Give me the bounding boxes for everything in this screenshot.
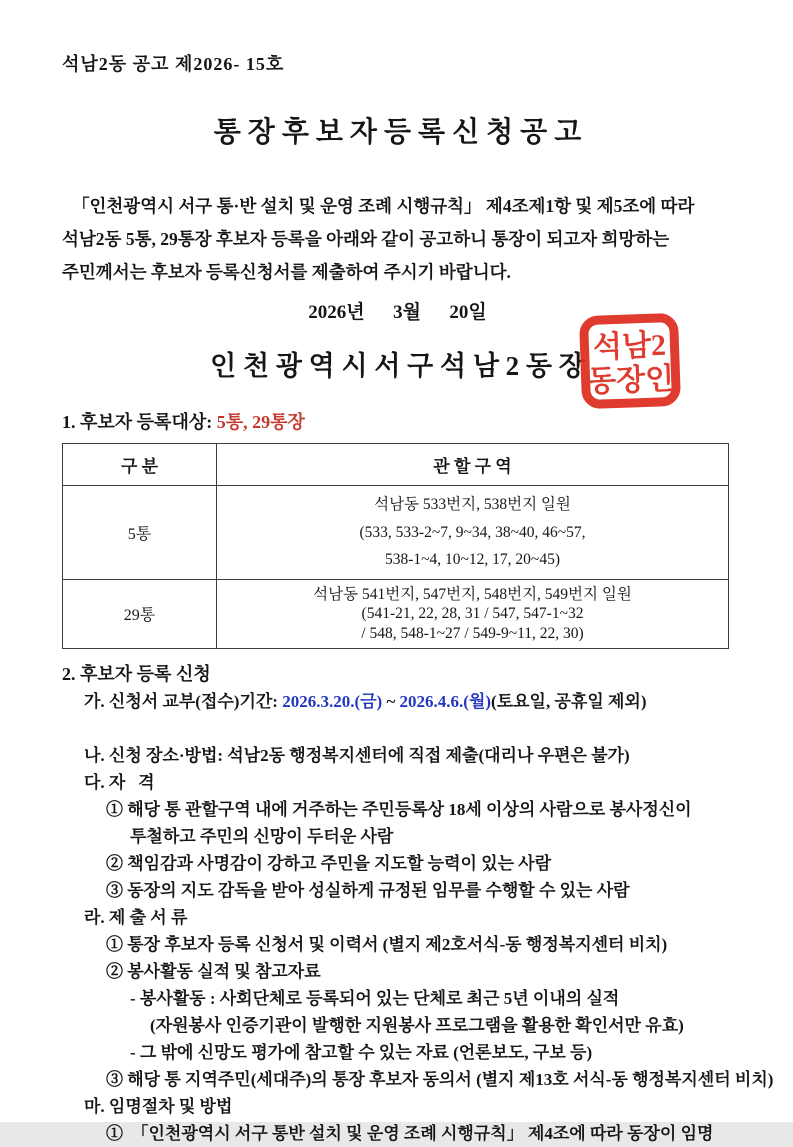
documents-item-3: ③ 해당 통 지역주민(세대주)의 통장 후보자 동의서 (별지 제13호 서식-동 행정복지센터 비치) xyxy=(106,1070,774,1089)
section2 xyxy=(62,661,774,1147)
jurisdiction-cell xyxy=(217,579,729,649)
column-header-category: 구 분 xyxy=(63,444,217,486)
section2-heading: 2. 후보자 등록 신청 xyxy=(62,664,211,684)
table-row xyxy=(63,579,729,649)
documents-item-2: ② 봉사활동 실적 및 참고자료 xyxy=(106,962,321,981)
period-end-highlight: 2026.4.6.(월) xyxy=(399,692,492,711)
documents-item-2-dash-2: - 그 밖에 신망도 평가에 참고할 수 있는 자료 (언론보도, 구보 등) xyxy=(130,1043,593,1062)
jurisdiction-line: (533, 533-2~7, 9~34, 38~40, 46~57, xyxy=(359,523,586,541)
category-cell: 5통 xyxy=(63,486,217,580)
jurisdiction-line: 석남동 541번지, 547번지, 548번지, 549번지 일원 xyxy=(313,585,632,603)
qualification-item-1-line1: ① 해당 통 관할구역 내에 거주하는 주민등록상 18세 이상의 사람으로 봉사정신이 xyxy=(106,800,692,819)
qualification-item-3: ③ 동장의 지도 감독을 받아 성실하게 규정된 임무를 수행할 수 있는 사람 xyxy=(106,881,630,900)
item-ma-procedure-label: 마. 임명절차 및 방법 xyxy=(84,1097,233,1116)
intro-line: 「인천광역시 서구 통·반 설치 및 운영 조례 시행규칙」 제4조제1항 및 제5조에 따라 xyxy=(72,196,695,216)
section1-heading xyxy=(62,408,733,434)
qualification-item-2: ② 책임감과 사명감이 강하고 주민을 지도할 능력이 있는 사람 xyxy=(106,854,552,873)
period-start-highlight: 2026.3.20.(금) xyxy=(282,692,383,711)
documents-item-2-note: (자원봉사 인증기관이 발행한 지원봉사 프로그램을 활용한 확인서만 유효) xyxy=(150,1016,684,1035)
documents-item-1: ① 통장 후보자 등록 신청서 및 이력서 (별지 제2호서식-동 행정복지센터 비치) xyxy=(106,935,668,954)
jurisdiction-line: 538-1~4, 10~12, 17, 20~45) xyxy=(385,551,560,568)
signature-row xyxy=(62,328,733,399)
category-cell: 29통 xyxy=(63,579,217,649)
intro-line: 주민께서는 후보자 등록신청서를 제출하여 주시기 바랍니다. xyxy=(62,262,511,282)
jurisdiction-line: / 548, 548-1~27 / 549-9~11, 22, 30) xyxy=(361,624,584,642)
item-da-qualification-label: 다. 자 격 xyxy=(84,773,155,792)
column-header-jurisdiction: 관 할 구 역 xyxy=(217,444,729,486)
period-tilde: ~ xyxy=(382,692,400,711)
signer-name: 인 천 광 역 시 서 구 석 남 2 동 장 xyxy=(210,351,585,381)
table-header-row xyxy=(63,444,729,486)
page-title: 통 장 후 보 자 등 록 신 청 공 고 xyxy=(213,117,582,148)
procedure-item-1: ① 「인천광역시 서구 통반 설치 및 운영 조례 시행규칙」 제4조에 따라 동장이 임명 xyxy=(106,1124,714,1143)
jurisdiction-cell xyxy=(217,486,729,580)
seal-text-row1: 석남2 xyxy=(592,328,667,365)
table-row xyxy=(63,486,729,580)
item-na-application-place: 나. 신청 장소·방법: 석남2동 행정복지센터에 직접 제출(대리나 우편은 불가) xyxy=(84,746,630,765)
seal-text-row2: 동장인 xyxy=(586,362,675,399)
doc-number: 석남2동 공고 제2026- 15호 xyxy=(62,54,285,74)
documents-item-2-dash-1: - 봉사활동 : 사회단체로 등록되어 있는 단체로 최근 5년 이내의 실적 xyxy=(130,989,620,1008)
notice-date: 2026년 3월 20일 xyxy=(308,302,487,323)
qualification-item-1-line2: 투철하고 주민의 신망이 두터운 사람 xyxy=(130,827,394,846)
section1-heading-prefix: 1. 후보자 등록대상: xyxy=(62,412,217,432)
intro-paragraph xyxy=(62,190,733,289)
item-ga-application-period xyxy=(62,688,733,742)
jurisdiction-table xyxy=(62,443,729,649)
period-exclusion-note: (토요일, 공휴일 제외) xyxy=(491,692,647,711)
jurisdiction-line: (541-21, 22, 28, 31 / 547, 547-1~32 xyxy=(361,605,584,622)
section1-target-highlight: 5통, 29통장 xyxy=(216,412,305,432)
intro-line: 석남2동 5통, 29통장 후보자 등록을 아래와 같이 공고하니 통장이 되고자 희망하는 xyxy=(62,229,670,249)
jurisdiction-line: 석남동 533번지, 538번지 일원 xyxy=(374,496,571,513)
item-ga-label: 가. 신청서 교부(접수)기간: xyxy=(84,692,283,711)
item-ra-documents-label: 라. 제 출 서 류 xyxy=(84,908,188,927)
